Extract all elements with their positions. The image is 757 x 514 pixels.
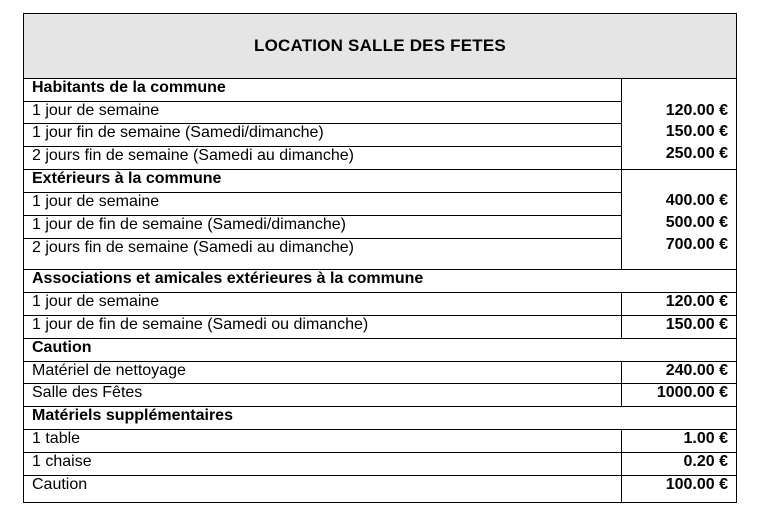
row-divider: [24, 361, 621, 362]
row-divider: [24, 429, 621, 430]
row-label: 1 jour de semaine: [32, 293, 160, 310]
table-row: [24, 102, 736, 124]
section-header-associations: [24, 270, 736, 292]
section-divider: [24, 169, 736, 170]
row-price: 120.00 €: [665, 102, 728, 119]
section-divider: [24, 338, 736, 339]
table-row: [24, 236, 736, 261]
section-header-exterieurs: [24, 170, 736, 192]
row-price: 500.00 €: [665, 214, 728, 231]
section-header-materiels: [24, 407, 736, 429]
table-title: LOCATION SALLE DES FETES: [23, 13, 737, 79]
section-header-habitants: [24, 79, 736, 101]
table-row: [24, 476, 736, 498]
row-label: 1 jour de fin de semaine (Samedi/dimanche): [32, 216, 346, 233]
row-label: Matériel de nettoyage: [32, 362, 186, 379]
table-row: [24, 430, 736, 452]
row-price: 700.00 €: [665, 236, 728, 253]
row-divider: [24, 192, 621, 193]
row-label: Salle des Fêtes: [32, 384, 143, 401]
row-divider: [24, 292, 621, 293]
row-price: 400.00 €: [665, 192, 728, 209]
row-label: 1 jour de fin de semaine (Samedi ou dimanche): [32, 316, 369, 333]
column-divider: [621, 361, 622, 407]
table-row: [24, 384, 736, 406]
row-label: 2 jours fin de semaine (Samedi au dimanche): [32, 239, 354, 256]
row-divider: [621, 429, 736, 430]
section-heading: Habitants de la commune: [32, 79, 226, 96]
row-price: 100.00 €: [665, 476, 728, 493]
row-divider: [24, 238, 621, 239]
section-header-caution: [24, 339, 736, 361]
table-row: [24, 316, 736, 338]
row-label: 1 jour de semaine: [32, 102, 160, 119]
row-label: 1 jour fin de semaine (Samedi/dimanche): [32, 124, 324, 141]
table-row: [24, 293, 736, 315]
table-row: [24, 216, 736, 238]
row-price: 0.20 €: [683, 453, 728, 470]
row-price: 120.00 €: [665, 293, 728, 310]
row-divider: [24, 315, 736, 316]
table-row: [24, 124, 736, 146]
row-price: 1.00 €: [683, 430, 728, 447]
row-price: 250.00 €: [665, 145, 728, 162]
column-divider: [621, 292, 622, 339]
row-label: Caution: [32, 476, 88, 493]
column-divider: [621, 169, 622, 270]
row-price: 150.00 €: [665, 123, 728, 140]
section-heading: Associations et amicales extérieures à la commune: [32, 270, 424, 287]
row-divider: [621, 361, 736, 362]
row-divider: [24, 123, 621, 124]
table-body: [23, 79, 737, 503]
row-price: 240.00 €: [665, 362, 728, 379]
section-divider: [24, 269, 736, 270]
row-divider: [24, 101, 621, 102]
table-row: [24, 362, 736, 384]
section-heading: Caution: [32, 339, 92, 356]
row-divider: [24, 215, 621, 216]
row-label: 1 table: [32, 430, 81, 447]
table-row: [24, 193, 736, 215]
pricing-table: [23, 13, 737, 503]
table-row: [24, 453, 736, 475]
row-divider: [24, 383, 736, 384]
section-divider: [24, 406, 736, 407]
section-heading: Extérieurs à la commune: [32, 170, 222, 187]
row-divider: [24, 452, 736, 453]
row-label: 1 chaise: [32, 453, 92, 470]
section-heading: Matériels supplémentaires: [32, 407, 233, 424]
row-divider: [24, 475, 736, 476]
row-divider: [24, 146, 621, 147]
row-price: 1000.00 €: [656, 384, 728, 401]
row-price: 150.00 €: [665, 316, 728, 333]
table-row: [24, 147, 736, 169]
row-label: 2 jours fin de semaine (Samedi au dimanche): [32, 147, 354, 164]
row-label: 1 jour de semaine: [32, 193, 160, 210]
column-divider: [621, 429, 622, 503]
row-divider: [621, 292, 736, 293]
column-divider: [621, 79, 622, 170]
